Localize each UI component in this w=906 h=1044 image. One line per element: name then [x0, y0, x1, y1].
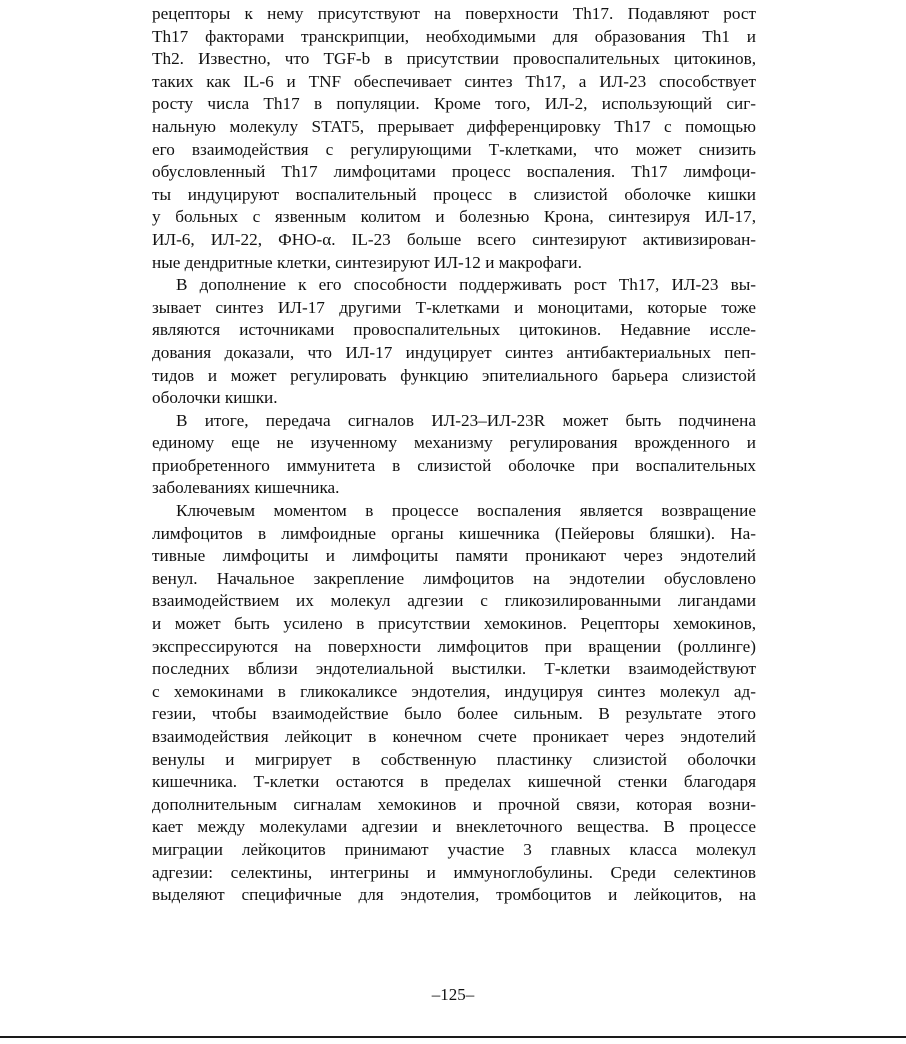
bottom-edge-rule: [0, 1036, 906, 1038]
text-line: ИЛ-6, ИЛ-22, ФНО-α. IL-23 больше всего синтезируют активизирован-: [152, 229, 756, 249]
text-line: гезии, чтобы взаимодействие было более сильным. В результате этого: [152, 704, 756, 724]
text-line: кишечника. Т-клетки остаются в пределах кишечной стенки благодаря: [152, 772, 756, 792]
text-line: нальную молекулу STAT5, прерывает дифференцировку Th17 с помощью: [152, 116, 756, 136]
text-line: тидов и может регулировать функцию эпителиального барьера слизистой: [152, 365, 756, 385]
text-line: кает между молекулами адгезии и внеклеточного вещества. В процессе: [152, 817, 756, 837]
text-line: тивные лимфоциты и лимфоциты памяти проникают через эндотелий: [152, 546, 756, 566]
text-line: Ключевым моментом в процессе воспаления является возвращение: [176, 501, 756, 521]
text-line: венул. Начальное закрепление лимфоцитов на эндотелии обусловлено: [152, 568, 756, 588]
text-line: заболеваниях кишечника.: [152, 478, 340, 498]
text-line: обусловленный Th17 лимфоцитами процесс воспаления. Th17 лимфоци-: [152, 162, 756, 182]
text-line: Th2. Известно, что TGF-b в присутствии провоспалительных цитокинов,: [152, 49, 756, 69]
text-line: последних вблизи эндотелиальной выстилки. Т-клетки взаимодействуют: [152, 659, 756, 679]
text-line: единому еще не изученному механизму регулирования врожденного и: [152, 433, 756, 453]
body-text: [152, 3, 756, 907]
text-line: миграции лейкоцитов принимают участие 3 главных класса молекул: [152, 839, 756, 859]
text-line: и может быть усилено в присутствии хемокинов. Рецепторы хемокинов,: [152, 614, 756, 634]
text-line: В дополнение к его способности поддерживать рост Th17, ИЛ-23 вы-: [176, 275, 756, 295]
text-line: В итоге, передача сигналов ИЛ-23–ИЛ-23R может быть подчинена: [176, 410, 756, 430]
text-line: дополнительным сигналам хемокинов и прочной связи, которая возни-: [152, 794, 756, 814]
text-line: рецепторы к нему присутствуют на поверхности Th17. Подавляют рост: [152, 4, 756, 23]
text-line: дования доказали, что ИЛ-17 индуцирует синтез антибактериальных пеп-: [152, 342, 756, 362]
text-line: с хемокинами в гликокаликсе эндотелия, индуцируя синтез молекул ад-: [152, 681, 756, 701]
text-line: ты индуцируют воспалительный процесс в слизистой оболочке кишки: [152, 184, 756, 204]
text-line: росту числа Th17 в популяции. Кроме того, ИЛ-2, использующий сиг-: [152, 94, 756, 114]
text-line: ные дендритные клетки, синтезируют ИЛ-12 и макрофаги.: [152, 252, 582, 272]
text-line: венулы и мигрирует в собственную пластинку слизистой оболочки: [152, 749, 756, 769]
text-line: зывает синтез ИЛ-17 другими Т-клетками и моноцитами, которые тоже: [152, 297, 756, 317]
text-line: выделяют специфичные для эндотелия, тромбоцитов и лейкоцитов, на: [152, 885, 756, 905]
text-line: Th17 факторами транскрипции, необходимыми для образования Th1 и: [152, 26, 756, 46]
text-line: являются источниками провоспалительных цитокинов. Недавние иссле-: [152, 320, 756, 340]
text-line: у больных с язвенным колитом и болезнью Крона, синтезируя ИЛ-17,: [152, 207, 756, 227]
text-line: оболочки кишки.: [152, 388, 278, 408]
text-line: адгезии: селектины, интегрины и иммуноглобулины. Среди селектинов: [152, 862, 756, 882]
page-number: –125–: [431, 985, 475, 1004]
text-line: приобретенного иммунитета в слизистой оболочке при воспалительных: [152, 455, 756, 475]
text-line: таких как IL-6 и TNF обеспечивает синтез Th17, а ИЛ-23 способствует: [152, 71, 756, 91]
text-line: его взаимодействия с регулирующими Т-клетками, что может снизить: [152, 139, 756, 159]
text-line: экспрессируются на поверхности лимфоцитов при вращении (роллинге): [152, 636, 756, 656]
text-line: взаимодействием их молекул адгезии с гликозилированными лигандами: [152, 591, 756, 611]
text-line: взаимодействия лейкоцит в конечном счете проникает через эндотелий: [152, 727, 756, 746]
text-line: лимфоцитов в лимфоидные органы кишечника (Пейеровы бляшки). На-: [152, 523, 756, 543]
